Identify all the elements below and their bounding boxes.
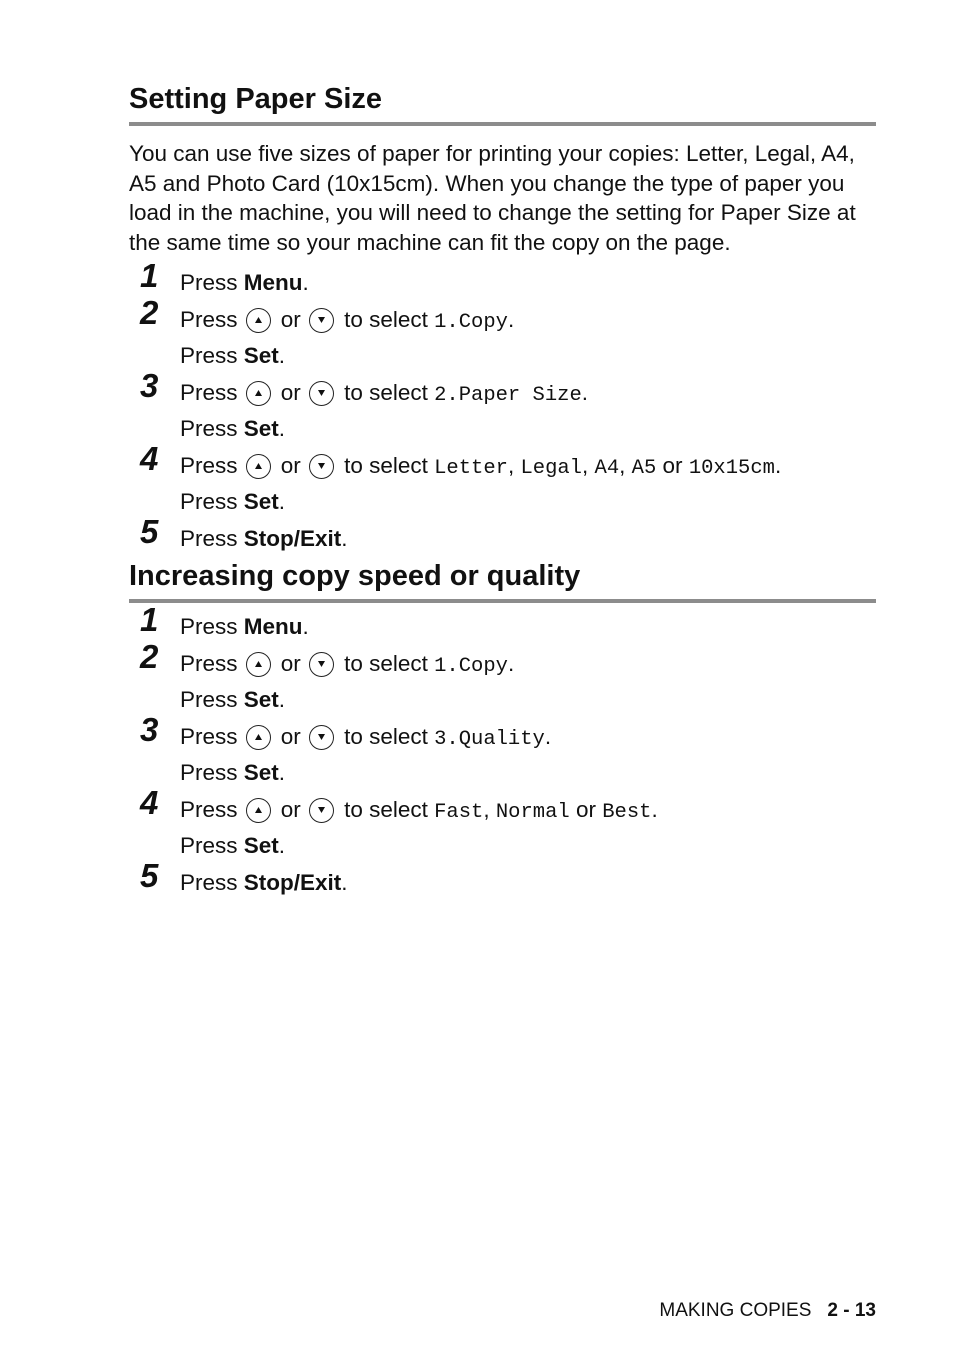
key-name: Set [243,833,279,858]
menu-option: 1.Copy [434,654,508,678]
key-name: Set [243,343,279,368]
page-footer [659,1300,876,1322]
menu-option: Best [602,800,652,824]
down-arrow-key-icon [309,454,334,479]
down-arrow-key-icon [309,798,334,823]
section-intro: You can use five sizes of paper for printing your copies: Letter, Legal, A4, A5 and Photo Card (10x15cm). When you change the type of paper you load in the machine, you will need to change the setting for Paper Size at the same time so your machine can fit the copy on the page. [129,141,856,255]
menu-option: Legal [520,456,582,480]
menu-option: 1.Copy [434,310,508,334]
step-2: 2 Press or to select 1.Copy. Press Set. [140,293,515,368]
step-5: 5 Press Stop/Exit. [140,856,348,895]
up-arrow-key-icon [246,454,271,479]
menu-option: 3.Quality [434,727,545,751]
step-1: 1 Press Menu. [140,257,309,295]
step-number: 3 [140,710,159,748]
down-arrow-key-icon [309,725,334,750]
key-name: Stop/Exit [243,525,342,551]
step-list [129,601,876,901]
up-arrow-key-icon [246,725,271,750]
menu-option: 10x15cm [688,456,775,480]
key-name: Set [243,687,279,712]
section-title: Increasing copy speed or quality [129,560,581,592]
key-name: Menu [243,270,303,295]
key-name: Set [243,760,279,785]
step-number: 1 [140,601,159,638]
manual-page [129,80,876,901]
step-5: 5 Press Stop/Exit. [140,512,348,551]
section-rule [129,122,876,126]
step-number: 3 [140,366,159,404]
up-arrow-key-icon [246,652,271,677]
down-arrow-key-icon [309,308,334,333]
step-1: 1 Press Menu. [140,601,309,639]
step-number: 5 [140,856,159,894]
up-arrow-key-icon [246,798,271,823]
step-number: 1 [140,257,159,294]
step-number: 2 [140,637,159,675]
key-name: Stop/Exit [243,869,342,895]
down-arrow-key-icon [309,381,334,406]
step-3: 3 Press or to select 2.Paper Size. Press Set. [140,366,589,441]
up-arrow-key-icon [246,381,271,406]
menu-option: A5 [631,456,657,480]
down-arrow-key-icon [309,652,334,677]
step-2: 2 Press or to select 1.Copy. Press Set. [140,637,515,712]
step-4: 4 Press or to select Fast, Normal or Best. Press Set. [140,783,658,858]
step-4: 4 Press or to select Letter, Legal, A4, A5 or 10x15cm. Press Set. [140,439,782,514]
section-rule [129,599,876,603]
menu-option: Fast [434,800,484,824]
menu-option: A4 [594,456,620,480]
menu-option: 2.Paper Size [434,383,582,407]
step-number: 5 [140,512,159,550]
step-number: 4 [140,783,159,821]
menu-option: Letter [434,456,508,480]
step-list [129,257,876,557]
section-title: Setting Paper Size [129,83,383,115]
menu-option: Normal [495,800,570,824]
step-number: 4 [140,439,159,477]
up-arrow-key-icon [246,308,271,333]
step-text: Press [180,270,238,295]
step-number: 2 [140,293,159,331]
key-name: Menu [243,614,303,639]
step-3: 3 Press or to select 3.Quality. Press Set. [140,710,552,785]
key-name: Set [243,489,279,514]
footer-chapter: MAKING COPIES [659,1300,812,1321]
key-name: Set [243,416,279,441]
page-number: 2 - 13 [827,1300,876,1321]
